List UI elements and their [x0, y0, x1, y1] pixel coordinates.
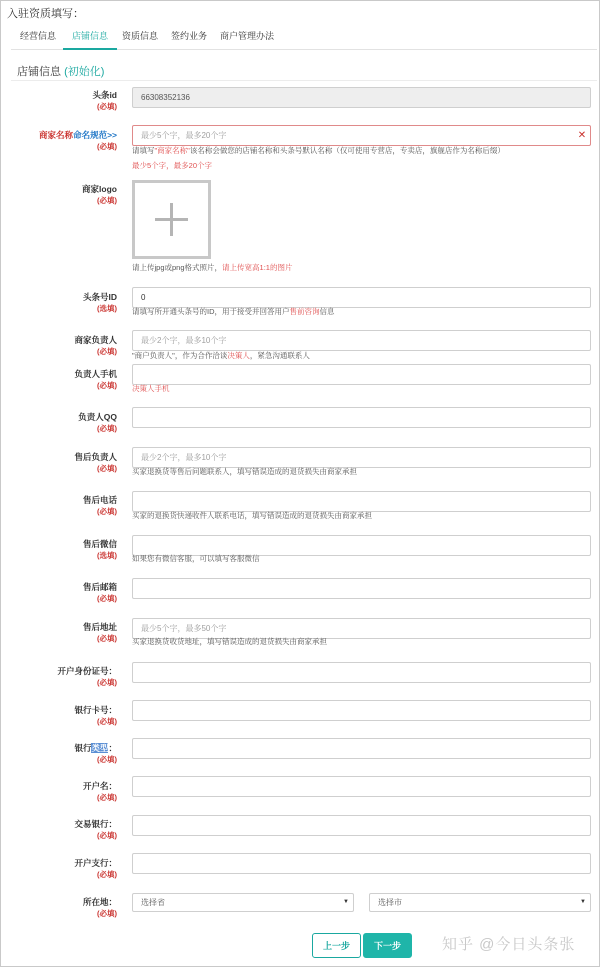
aftersale-address-hint: 买家退换货收货地址，填写错误造成的退货损失由商家承担 — [132, 637, 327, 646]
tab-contract-business[interactable]: 签约业务 — [171, 31, 208, 41]
merchant-name-input[interactable] — [132, 125, 591, 146]
contact-input[interactable] — [132, 330, 591, 351]
contact-qq-label — [1, 411, 117, 435]
aftersale-address-label — [1, 621, 117, 645]
required-mark: (必填) — [97, 870, 117, 879]
trade-bank-input[interactable] — [132, 815, 591, 836]
id-number-label — [1, 665, 117, 689]
required-mark: (必填) — [97, 142, 117, 151]
aftersale-email-input[interactable] — [132, 578, 591, 599]
bank-input[interactable] — [132, 738, 591, 759]
hint-text: 该名称会做您的店铺名称和头条号默认名称（仅可使用专营店，专卖店，旗舰店作为名称后缀） — [189, 146, 505, 155]
aftersale-wechat-input[interactable] — [132, 535, 591, 556]
hint-highlight: 售前咨询 — [289, 307, 320, 316]
contact-qq-input[interactable] — [132, 407, 591, 428]
next-step-button[interactable]: 下一步 — [363, 933, 412, 958]
bank-label-highlight: 类型 — [91, 743, 109, 753]
contact-hint — [132, 351, 310, 361]
toutiao-id-input — [132, 87, 591, 108]
province-select[interactable] — [132, 893, 354, 912]
contact-label — [1, 334, 117, 358]
contact-label-text: 商家负责人 — [74, 335, 117, 345]
naming-rules-link[interactable]: 命名规范>> — [73, 130, 117, 140]
aftersale-phone-hint: 买家的退换货快递收件人联系电话，填写错误造成的退货损失由商家承担 — [132, 511, 372, 520]
bank-label-text: ： — [108, 743, 117, 753]
merchant-name-label-text: 商家名称 — [39, 130, 74, 140]
merchant-name-label — [1, 129, 117, 153]
caret-down-icon: ▼ — [580, 899, 586, 905]
bank-card-label — [1, 704, 117, 728]
contact-phone-label — [1, 368, 117, 392]
logo-label — [1, 183, 117, 207]
watermark: 知乎 @今日头条张 — [442, 936, 576, 953]
contact-phone-label-text: 负责人手机 — [74, 369, 117, 379]
caret-down-icon: ▼ — [343, 899, 349, 905]
trade-bank-label — [1, 818, 117, 842]
aftersale-phone-label — [1, 494, 117, 518]
city-select-value: 选择市 — [378, 898, 402, 907]
hint-text: ，紧急沟通联系人 — [249, 351, 310, 360]
hint-text: 请填写 — [132, 146, 155, 155]
id-number-label-text: 开户身份证号： — [57, 666, 117, 676]
hint-highlight: "商家名称" — [154, 146, 190, 155]
prev-step-button[interactable]: 上一步 — [312, 933, 361, 958]
bank-card-input[interactable] — [132, 700, 591, 721]
tab-merchant-rules[interactable]: 商户管理办法 — [220, 31, 275, 41]
aftersale-wechat-label — [1, 538, 117, 562]
toutiao-account-hint — [132, 307, 335, 317]
clear-icon[interactable]: ✕ — [577, 130, 587, 141]
aftersale-email-label — [1, 581, 117, 605]
required-mark: (必填) — [97, 196, 117, 205]
tab-shop-info[interactable]: 店铺信息 — [63, 23, 117, 50]
aftersale-contact-label-text: 售后负责人 — [74, 452, 117, 462]
logo-hint — [132, 263, 292, 273]
aftersale-address-input[interactable] — [132, 618, 591, 639]
aftersale-wechat-hint: 如果您有微信客服，可以填写客服微信 — [132, 554, 260, 563]
bank-label — [1, 742, 117, 766]
aftersale-address-label-text: 售后地址 — [82, 622, 117, 632]
plus-icon — [170, 203, 173, 236]
province-select-value: 选择省 — [141, 898, 165, 907]
required-mark: (必填) — [97, 755, 117, 764]
required-mark: (必填) — [97, 717, 117, 726]
branch-bank-input[interactable] — [132, 853, 591, 874]
city-select[interactable] — [369, 893, 591, 912]
account-name-input[interactable] — [132, 776, 591, 797]
contact-phone-error: 决策人手机 — [132, 384, 170, 393]
logo-label-text: 商家logo — [82, 184, 117, 194]
section-title-text: 店铺信息 — [17, 66, 61, 78]
required-mark: (必填) — [97, 381, 117, 390]
toutiao-account-input[interactable] — [132, 287, 591, 308]
hint-highlight: 请上传宽高1:1的图片 — [222, 263, 293, 272]
branch-bank-label — [1, 857, 117, 881]
tab-business-info[interactable]: 经营信息 — [20, 31, 57, 41]
id-number-input[interactable] — [132, 662, 591, 683]
required-mark: (必填) — [97, 507, 117, 516]
aftersale-phone-label-text: 售后电话 — [82, 495, 117, 505]
hint-text: "商户负责人"，作为合作洽谈 — [132, 351, 228, 360]
aftersale-contact-label — [1, 451, 117, 475]
required-mark: (必填) — [97, 793, 117, 802]
aftersale-contact-input[interactable] — [132, 447, 591, 468]
aftersale-email-label-text: 售后邮箱 — [82, 582, 117, 592]
contact-qq-label-text: 负责人QQ — [78, 412, 117, 422]
logo-upload-box[interactable] — [132, 180, 211, 259]
optional-mark: (选填) — [97, 551, 117, 560]
page-title: 入驻资质填写： — [7, 8, 84, 20]
bank-label-text: 银行 — [74, 743, 92, 753]
location-label-text: 所在地： — [82, 897, 117, 907]
section-title — [17, 63, 104, 79]
merchant-name-error: 最少5个字，最多20个字 — [132, 161, 213, 170]
toutiao-id-label — [1, 89, 117, 113]
merchant-name-hint — [132, 146, 505, 156]
required-mark: (必填) — [97, 424, 117, 433]
aftersale-phone-input[interactable] — [132, 491, 591, 512]
toutiao-account-label-text: 头条号ID — [82, 292, 117, 302]
hint-text: 信息 — [319, 307, 335, 316]
toutiao-id-label-text: 头条id — [92, 90, 117, 100]
required-mark: (必填) — [97, 909, 117, 918]
required-mark: (必填) — [97, 634, 117, 643]
required-mark: (必填) — [97, 594, 117, 603]
required-mark: (必填) — [97, 678, 117, 687]
required-mark: (必填) — [97, 102, 117, 111]
account-name-label-text: 开户名： — [82, 781, 117, 791]
aftersale-contact-hint: 买家退换货等售后问题联系人，填写错误造成的退货损失由商家承担 — [132, 467, 357, 476]
section-status: (初始化) — [64, 66, 105, 78]
section-divider — [11, 80, 597, 81]
hint-text: 请填写所开通头条号的ID，用于接受并回答用户 — [132, 307, 290, 316]
trade-bank-label-text: 交易银行： — [74, 819, 117, 829]
location-label — [1, 896, 117, 920]
required-mark: (必填) — [97, 347, 117, 356]
toutiao-account-label — [1, 291, 117, 315]
required-mark: (必填) — [97, 464, 117, 473]
account-name-label — [1, 780, 117, 804]
aftersale-wechat-label-text: 售后微信 — [82, 539, 117, 549]
hint-text: 请上传jpg或png格式照片， — [132, 263, 223, 272]
contact-phone-input[interactable] — [132, 364, 591, 385]
tab-qualification-info[interactable]: 资质信息 — [122, 31, 159, 41]
tab-bar — [11, 23, 597, 50]
optional-mark: (选填) — [97, 304, 117, 313]
hint-highlight: 决策人 — [227, 351, 250, 360]
branch-bank-label-text: 开户支行： — [74, 858, 117, 868]
required-mark: (必填) — [97, 831, 117, 840]
bank-card-label-text: 银行卡号： — [74, 705, 117, 715]
